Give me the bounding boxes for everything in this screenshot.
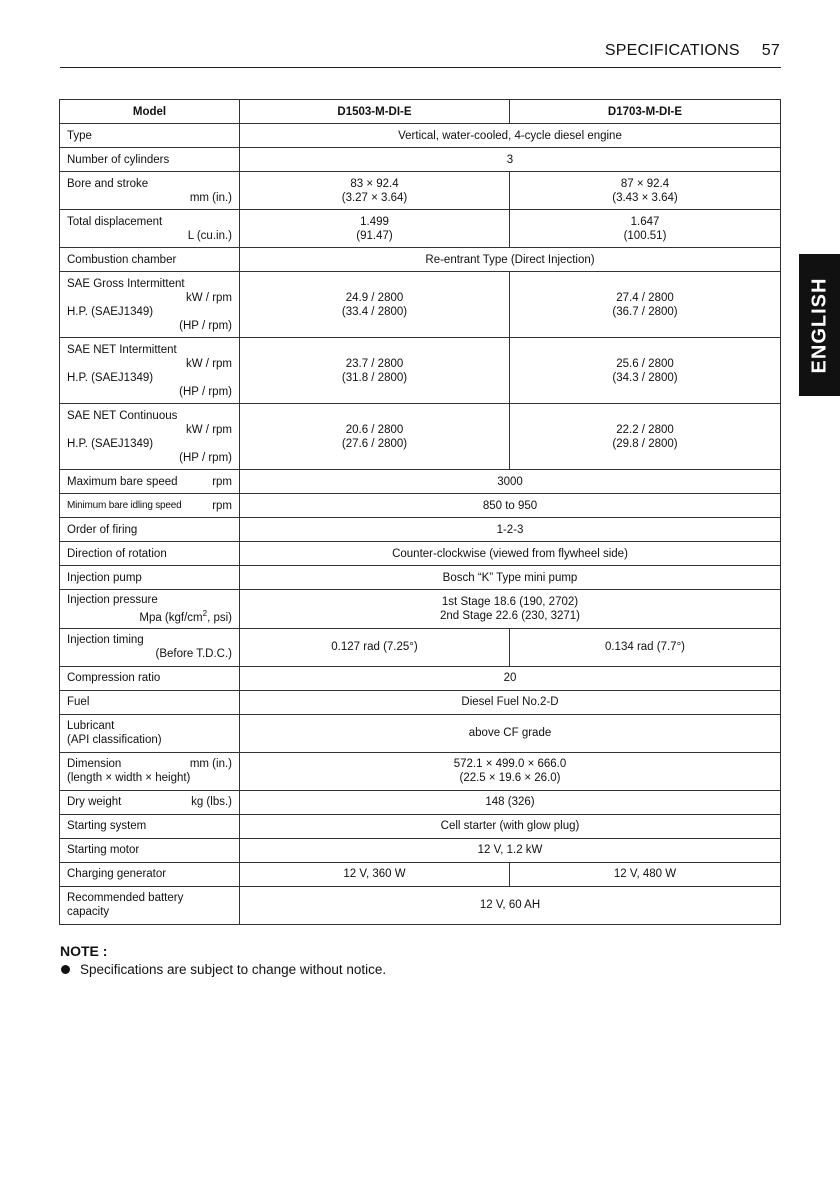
header-model-2: D1703-M-DI-E: [510, 100, 781, 124]
row-label-cell: [60, 494, 240, 518]
row-value: 12 V, 1.2 kW: [240, 838, 781, 862]
row-value: 23.7 / 2800: [345, 357, 404, 370]
row-label: Injection timing: [67, 634, 144, 647]
row-value: 12 V, 60 AH: [240, 886, 781, 924]
row-unit: mm (in.): [189, 758, 232, 771]
row-value: 0.134 rad (7.7°): [510, 628, 781, 666]
row-label-cell: [60, 338, 240, 404]
language-tab-label: ENGLISH: [808, 277, 830, 373]
row-value-cell: [510, 338, 781, 404]
row-label: Minimum bare idling speed: [67, 499, 182, 511]
row-label: Maximum bare speed: [67, 475, 178, 488]
table-row: [60, 338, 781, 404]
row-value-cell: [510, 210, 781, 248]
row-label-cell: [60, 752, 240, 790]
language-tab: [799, 254, 840, 396]
row-label: SAE NET Continuous: [67, 409, 178, 422]
row-value: (22.5 × 19.6 × 26.0): [459, 772, 561, 785]
header-divider: [60, 67, 781, 68]
row-label: Lubricant: [67, 720, 115, 733]
row-value: 20.6 / 2800: [345, 423, 404, 436]
row-value: 25.6 / 2800: [616, 357, 674, 370]
table-row: [60, 862, 781, 886]
row-value: 12 V, 480 W: [510, 862, 781, 886]
row-value: 850 to 950: [240, 494, 781, 518]
row-value: 1-2-3: [240, 518, 781, 542]
table-row: [60, 714, 781, 752]
row-value-cell: [510, 172, 781, 210]
row-unit: kW / rpm: [186, 291, 232, 304]
row-value-cell: [510, 272, 781, 338]
row-value: Cell starter (with glow plug): [240, 814, 781, 838]
table-row: [60, 838, 781, 862]
table-row: [60, 628, 781, 666]
row-label: Type: [60, 124, 240, 148]
row-value: Bosch “K” Type mini pump: [240, 566, 781, 590]
table-row: [60, 690, 781, 714]
row-value: 20: [240, 666, 781, 690]
row-label: Dimension: [67, 758, 122, 771]
row-unit: (HP / rpm): [179, 451, 232, 464]
row-value: 2nd Stage 22.6 (230, 3271): [439, 609, 581, 622]
row-unit: kW / rpm: [186, 357, 232, 370]
table-row: [60, 814, 781, 838]
bullet-icon: [61, 965, 70, 974]
row-value: Counter-clockwise (viewed from flywheel side): [240, 542, 781, 566]
row-label: Charging generator: [60, 862, 240, 886]
row-value: 0.127 rad (7.25°): [240, 628, 510, 666]
page-header: [605, 42, 780, 60]
row-unit: rpm: [212, 499, 232, 512]
row-value-cell: [240, 590, 781, 629]
row-unit: kW / rpm: [186, 423, 232, 436]
row-label-cell: [60, 886, 240, 924]
row-label: (API classification): [67, 734, 162, 747]
row-value: (100.51): [623, 229, 667, 242]
row-label: Injection pump: [60, 566, 240, 590]
row-value: 22.2 / 2800: [616, 423, 674, 436]
row-label: Fuel: [60, 690, 240, 714]
table-row: [60, 542, 781, 566]
note-title: NOTE :: [60, 943, 108, 959]
row-unit: L (cu.in.): [187, 229, 232, 242]
table-row: [60, 248, 781, 272]
row-label: Combustion chamber: [60, 248, 240, 272]
row-label: Total displacement: [67, 215, 163, 228]
row-label-cell: [60, 272, 240, 338]
row-value: (3.27 × 3.64): [341, 191, 408, 204]
row-label-cell: [60, 210, 240, 248]
row-label-cell: [60, 790, 240, 814]
row-label: Dry weight: [67, 796, 122, 809]
row-unit: kg (lbs.): [191, 796, 232, 809]
row-value: (29.8 / 2800): [612, 437, 678, 450]
row-label: H.P. (SAEJ1349): [67, 305, 154, 318]
row-value: 27.4 / 2800: [616, 291, 674, 304]
row-unit: Mpa ($kgf/cm^2$, psi): [139, 609, 232, 624]
section-title: SPECIFICATIONS: [604, 42, 740, 59]
row-value: (91.47): [356, 229, 393, 242]
table-row: [60, 494, 781, 518]
row-label: Direction of rotation: [60, 542, 240, 566]
row-value: 1st Stage 18.6 (190, 2702): [441, 595, 579, 608]
note-text: Specifications are subject to change without notice.: [80, 962, 387, 977]
table-header-row: [60, 100, 781, 124]
row-label: SAE NET Intermittent: [67, 343, 177, 356]
row-label: Bore and stroke: [67, 177, 149, 190]
specifications-table: [59, 99, 781, 925]
row-value: 572.1 × 499.0 × 666.0: [453, 758, 567, 771]
table-row: [60, 172, 781, 210]
row-value: (34.3 / 2800): [612, 371, 678, 384]
table-row: [60, 124, 781, 148]
row-value: 83 × 92.4: [350, 177, 399, 190]
row-value-cell: [240, 172, 510, 210]
table-row: [60, 752, 781, 790]
row-value: (27.6 / 2800): [341, 437, 408, 450]
row-value: 3000: [240, 470, 781, 494]
table-row: [60, 272, 781, 338]
table-row: [60, 148, 781, 172]
row-value-cell: [240, 210, 510, 248]
row-label-cell: [60, 590, 240, 629]
table-row: [60, 210, 781, 248]
row-label: Injection pressure: [67, 594, 158, 606]
table-row: [60, 404, 781, 470]
row-label: Order of firing: [60, 518, 240, 542]
row-value: Diesel Fuel No.2-D: [240, 690, 781, 714]
row-value-cell: [510, 404, 781, 470]
header-model: Model: [60, 100, 240, 124]
row-unit: (HP / rpm): [179, 385, 232, 398]
table-row: [60, 590, 781, 629]
table-row: [60, 566, 781, 590]
row-value: 1.499: [360, 215, 389, 228]
row-value: (33.4 / 2800): [341, 305, 408, 318]
row-value-cell: [240, 752, 781, 790]
row-unit: mm (in.): [189, 191, 232, 204]
row-value: (31.8 / 2800): [341, 371, 408, 384]
table-row: [60, 886, 781, 924]
row-unit: rpm: [212, 475, 232, 488]
row-value-cell: [240, 272, 510, 338]
row-value: 1.647: [630, 215, 660, 228]
table-row: [60, 518, 781, 542]
row-label: capacity: [67, 906, 110, 919]
row-label: Compression ratio: [60, 666, 240, 690]
row-label: H.P. (SAEJ1349): [67, 437, 154, 450]
note-section: [60, 943, 386, 977]
row-label-cell: [60, 172, 240, 210]
row-label: Starting motor: [60, 838, 240, 862]
row-value: (36.7 / 2800): [612, 305, 678, 318]
row-label: Recommended battery: [67, 892, 184, 905]
row-value: (3.43 × 3.64): [612, 191, 678, 204]
row-value: 12 V, 360 W: [240, 862, 510, 886]
table-row: [60, 470, 781, 494]
row-unit: (Before T.D.C.): [155, 648, 232, 661]
row-unit: (HP / rpm): [179, 319, 232, 332]
row-value: Vertical, water-cooled, 4-cycle diesel engine: [240, 124, 781, 148]
row-label-cell: [60, 628, 240, 666]
row-label: Starting system: [60, 814, 240, 838]
row-value: above CF grade: [240, 714, 781, 752]
row-label-cell: [60, 470, 240, 494]
note-item: [60, 962, 386, 977]
page-number: 57: [761, 42, 780, 59]
row-label: Number of cylinders: [60, 148, 240, 172]
row-value-cell: [240, 404, 510, 470]
row-value: 24.9 / 2800: [345, 291, 404, 304]
table-row: [60, 666, 781, 690]
header-model-1: D1503-M-DI-E: [240, 100, 510, 124]
table-row: [60, 790, 781, 814]
row-value: Re-entrant Type (Direct Injection): [240, 248, 781, 272]
row-value: 148 (326): [240, 790, 781, 814]
row-value: 3: [240, 148, 781, 172]
row-label: (length × width × height): [67, 772, 191, 785]
row-value-cell: [240, 338, 510, 404]
row-label: SAE Gross Intermittent: [67, 277, 185, 290]
row-value: 87 × 92.4: [620, 177, 670, 190]
row-label-cell: [60, 714, 240, 752]
row-label-cell: [60, 404, 240, 470]
row-label: H.P. (SAEJ1349): [67, 371, 154, 384]
